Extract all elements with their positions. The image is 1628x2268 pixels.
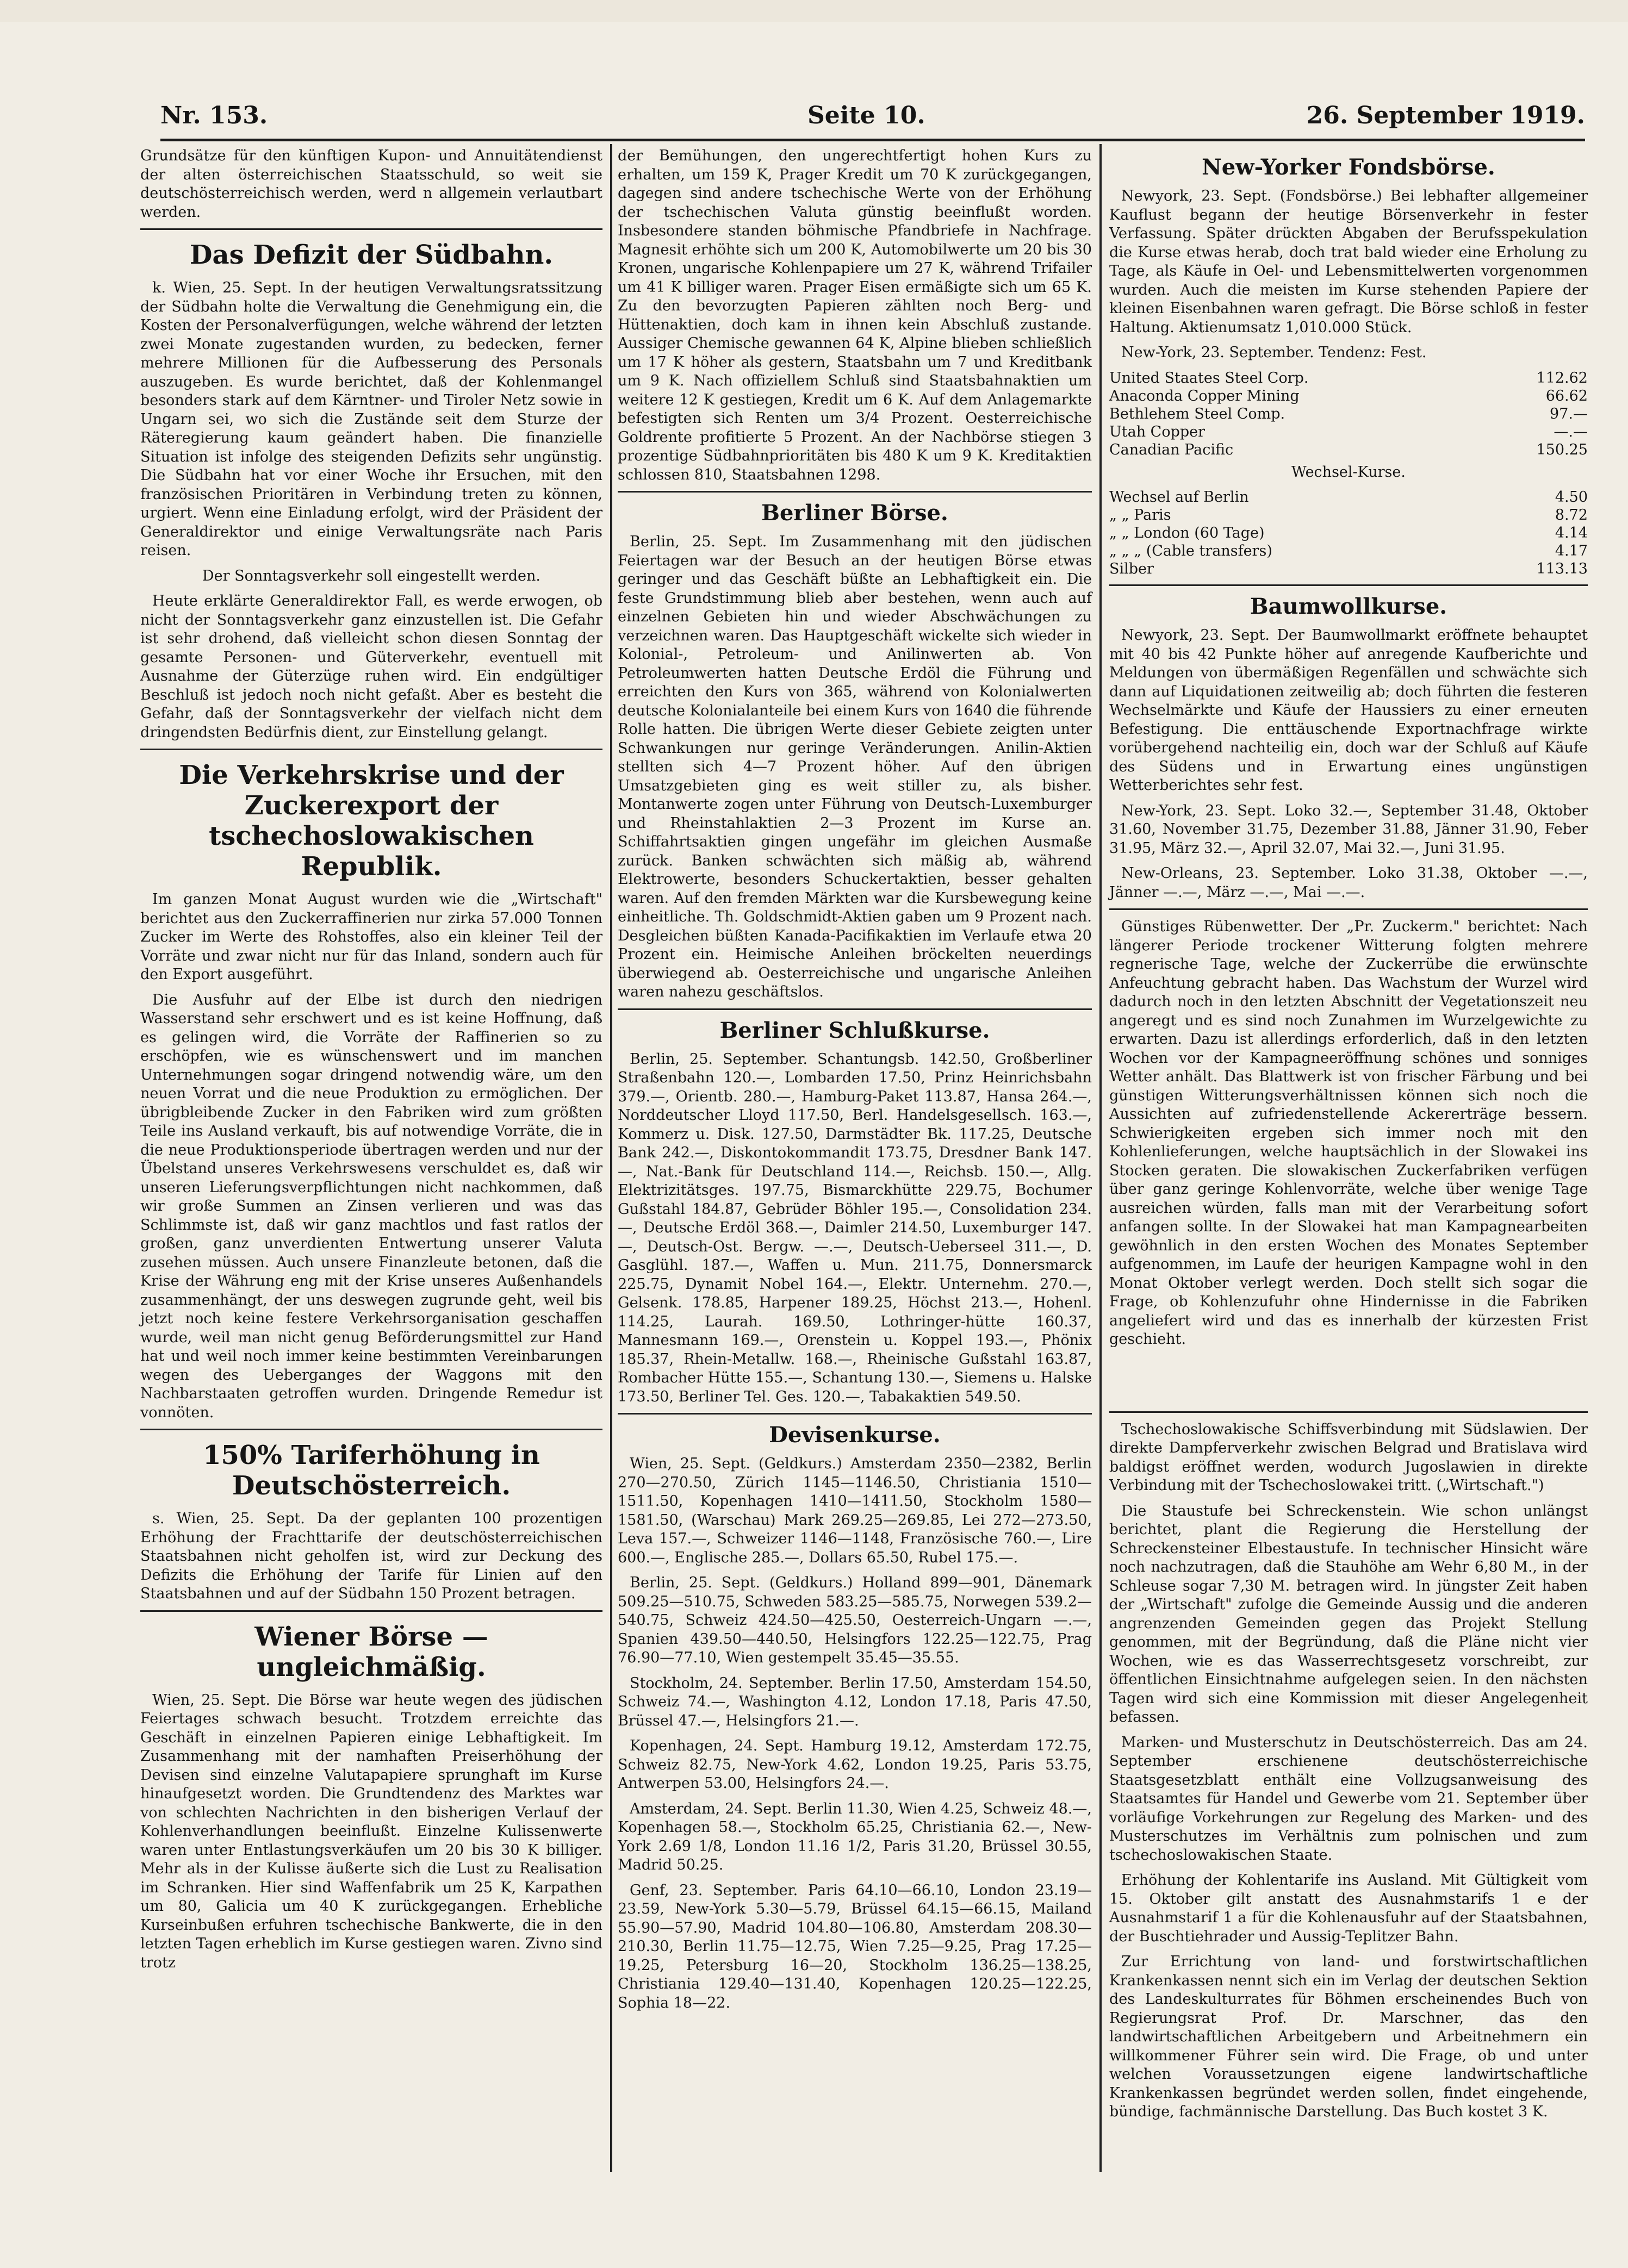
headline-schlusskurse: Berliner Schlußkurse. [719, 1017, 990, 1043]
stock-name: Bethlehem Steel Comp. [1109, 405, 1285, 422]
table-row [1109, 524, 1588, 542]
stock-value: 66.62 [1545, 387, 1588, 404]
article-continuation: der Bemühungen, den ungerechtfertigt hohen Kurs zu erhalten, um 159 K, Prager Kredit um 70 K zurückgegangen, dagegen sind andere tschechische Werte von der Erhöhung der tschechischen Valuta günstig beeinflußt worden. Insbesondere standen böhmische Pfandbriefe in Nachfrage. Magnesit erhöhte sich um 200 K, Automobilwerte um 20 bis 30 Kronen, ungarische Kohlenpapiere um 27 K, während Trifailer um 41 K billiger waren. Prager Eisen ermäßigte sich um 65 K. Zu den bevorzugten Papieren zählten noch Berg- und Hüttenaktien, doch kam in ihnen kein Abschluß zustande. Aussiger Chemische gewannen 64 K, Alpine blieben schließlich um 17 K höher als gestern, Staatsbahn um 7 und Kreditbank um 9 K. Nach offiziellem Schluß sind Staatsbahnaktien um weitere 12 K gestiegen, Kredit um 6 K. Auf dem Anlagemarkte befestigten sich Renten um 3/4 Prozent. Oesterreichische Goldrente profitierte 5 Prozent. An der Nachbörse stiegen 3 prozentige Südbahnprioritäten bis 480 K um 9 K. Kreditaktien schlossen 810, Staatsbahnen 1298. [618, 147, 1092, 483]
headline-ny-fondsboerse: New-Yorker Fondsbörse. [1202, 154, 1495, 180]
article-paragraph: s. Wien, 25. Sept. Da der geplanten 100 prozentigen Erhöhung der Frachttarife der deutschösterreichischen Staatsbahnen nicht geholfen ist, wird zur Deckung des Defizits die Erhöhung der Tarife für Linien auf den Staatsbahnen und auf der Südbahn 150 Prozent betragen. [140, 1510, 602, 1602]
stock-name: Anaconda Copper Mining [1109, 387, 1300, 404]
column-divider [1099, 144, 1102, 2172]
exchange-rate-table [1109, 488, 1588, 578]
page-top-margin [0, 0, 1628, 22]
headline-zuckerexport: Die Verkehrskrise und der Zuckerexport der tschechoslowakischen Republik. [179, 760, 564, 882]
column-divider [610, 144, 612, 2172]
article-divider [1109, 584, 1588, 586]
table-row [1109, 405, 1588, 423]
issue-date: 26. September 1919. [1306, 102, 1585, 129]
quote-list: Berlin, 25. September. Schantungsb. 142.50, Großberliner Straßenbahn 120.—, Lombarden 17.50, Prinz Heinrichsbahn 379.—, Orientb. 280.—, Hamburg-Paket 113.87, Hansa 264.—, Norddeutscher Lloyd 117.50, Berl. Handelsgesellsch. 163.—, Kommerz u. Disk. 127.50, Darmstädter Bk. 117.25, Deutsche Bank 242.—, Diskontokommandit 173.75, Dresdner Bank 147.—, Nat.-Bank für Deutschland 114.—, Reichsb. 150.—, Allg. Elektrizitätsges. 197.75, Bismarckhütte 229.75, Bochumer Gußstahl 184.87, Gebrüder Böhler 195.—, Consolidation 234.—, Deutsche Erdöl 368.—, Daimler 214.50, Luxemburger 147.—, Deutsch-Ost. Bergw. —.—, Deutsch-Ueberseel 311.—, D. Gasglühl. 187.—, Waffen u. Mun. 211.75, Donnersmarck 225.75, Dynamit Nobel 164.—, Elektr. Unternehm. 270.—, Gelsenk. 178.85, Harpener 189.25, Höchst 213.—, Hohenl. 114.25, Laurah. 169.50, Lothringer-hütte 160.37, Mannesmann 169.—, Orenstein u. Koppel 193.—, Phönix 185.37, Rhein-Metallw. 168.—, Rheinische Gußstahl 163.87, Rombacher Hütte 155.—, Schantung 130.—, Siemens u. Halske 173.50, Berliner Tel. Ges. 120.—, Tabakaktien 549.50. [618, 1050, 1092, 1405]
article-divider [618, 1413, 1092, 1415]
article-divider [140, 228, 602, 230]
rate-name: Wechsel auf Berlin [1109, 489, 1249, 506]
headline-baumwollkurse: Baumwollkurse. [1250, 594, 1447, 619]
table-row [1109, 542, 1588, 560]
spacer [1109, 1356, 1588, 1405]
headline-devisenkurse: Devisenkurse. [769, 1422, 941, 1448]
quote-list: Stockholm, 24. September. Berlin 17.50, Amsterdam 154.50, Schweiz 74.—, Washington 4.12, London 17.18, Paris 47.50, Brüssel 47.—, Helsingfors 21.—. [618, 1674, 1092, 1729]
stock-name: Canadian Pacific [1109, 441, 1234, 458]
quote-list: Genf, 23. September. Paris 64.10—66.10, London 23.19—23.59, New-York 5.30—5.79, Brüssel 64.15—66.15, Mailand 55.90—57.90, Madrid 104.80—106.80, Amsterdam 208.30—210.30, Berlin 11.75—12.75, Wien 7.25—9.25, Prag 17.25—19.25, Petersburg 16—20, Stockholm 136.25—138.25, Christiania 129.40—131.40, Kopenhagen 120.25—122.25, Sophia 18—22. [618, 1881, 1092, 2011]
news-item: Marken- und Musterschutz in Deutschösterreich. Das am 24. September erschienene deutschösterreichische Staatsgesetzblatt enthält eine Vollzugsanweisung des Staatsamtes für Handel und Gewerbe vom 21. September über vorläufige Vorkehrungen zur Regelung des Marken- und des Musterschutzes im Verhältnis zum polnischen und zum tschechoslowakischen Staate. [1109, 1734, 1588, 1864]
article-divider [1109, 1411, 1588, 1413]
stock-name: United Staates Steel Corp. [1109, 369, 1309, 387]
headline-wiener-boerse: Wiener Börse — ungleichmäßig. [254, 1621, 488, 1683]
article-divider [618, 1008, 1092, 1010]
stock-name: Utah Copper [1109, 423, 1206, 440]
subheadline-wechsel: Wechsel-Kurse. [1291, 463, 1406, 481]
article-paragraph: k. Wien, 25. Sept. In der heutigen Verwaltungsratssitzung der Südbahn holte die Verwaltung die Genehmigung ein, die Kosten der Personalverfügungen, welche während der letzten zwei Monate zugestanden wurden, zu bedecken, ferner mehrere Millionen für die Aufbesserung des Personals auszugeben. Es wurde berichtet, daß der Kohlenmangel besonders stark auf dem Kärntner- und Tiroler Netz sowie in Ungarn sei, wo sich die Zustände seit dem Sturze der Räteregierung kaum geändert haben. Die finanzielle Situation ist infolge des steigenden Defizits sehr ungünstig. Die Südbahn hat vor einer Woche ihr Ersuchen, mit den französischen Prioritären in Verbindung treten zu können, urgiert. Wenn eine Einladung erfolgt, wird der Präsident der Generaldirektor und einige Verwaltungsräte nach Paris reisen. [140, 279, 602, 559]
article-divider [140, 1610, 602, 1612]
article-paragraph: Die Ausfuhr auf der Elbe ist durch den niedrigen Wasserstand sehr erschwert und es ist keine Hoffnung, daß es gelingen wird, die Vorräte der Raffinerien so zu erschöpfen, wie es wünschenswert und im manchen Unternehmungen sogar dringend notwendig wäre, um den neuen Vorrat und die neue Produktion zu ermöglichen. Der übrigbleibende Zucker in den Fabriken wird zum größten Teile ins Ausland verkauft, bis auf notwendige Vorräte, die in die neue Produktionsperiode übertragen werden und nur der Übelstand unseres Verkehrswesens verschuldet es, daß wir unseren Lieferungsverpflichtungen nicht nachkommen, daß wir große Summen an Zinsen verlieren und was das Schlimmste ist, daß wir ganz machtlos und fast ratlos der großen, ganz unverdienten Entwertung unserer Valuta zusehen müssen. Auch unsere Finanzleute betonen, daß die Krise der Währung eng mit der Krise unseres Außenhandels zusammenhängt, der uns deswegen zugrunde geht, weil bis jetzt noch keine festere Verkehrsorganisation geschaffen wurde, weil man nicht genug Beförderungsmittel zur Hand hat und weil noch immer keine bestimmten Vereinbarungen wegen des Ueberganges der Waggons mit den Nachbarstaaten getroffen wurden. Dringende Remedur ist vonnöten. [140, 991, 602, 1421]
stock-value: —.— [1554, 423, 1588, 440]
news-item: Tschechoslowakische Schiffsverbindung mit Südslawien. Der direkte Dampferverkehr zwischen Belgrad und Bratislava wird baldigst eröffnet werden, wodurch Jugoslawien in direkte Verbindung mit der Tschechoslowakei tritt. („Wirtschaft.") [1109, 1420, 1588, 1494]
stock-value: 97.— [1550, 405, 1588, 422]
page-number: Seite 10. [807, 102, 925, 129]
article-paragraph: Newyork, 23. Sept. Der Baumwollmarkt eröffnete behauptet mit 40 bis 42 Punkte höher auf anregende Kaufberichte und Meldungen von übermäßigen Regenfällen und schwächte sich dann auf Liquidationen zeitweilig ab; doch führten die festeren Wechselmärkte und Käufe der Haussiers zu einer erneuten Befestigung. Die enttäuschende Exportnachfrage wirkte vorübergehend nachteilig ein, doch war der Schluß auf Käufe des Südens und in Erwartung eines ungünstigen Wetterberichtes sehr fest. [1109, 627, 1588, 794]
article-paragraph: Heute erklärte Generaldirektor Fall, es werde erwogen, ob nicht der Sonntagsverkehr ganz einzustellen ist. Die Gefahr ist sehr drohend, daß vielleicht schon diesen Sonntag der gesamte Personen- und Güterverkehr, eventuell mit Ausnahme der Güterzüge ruhen wird. Ein endgültiger Beschluß ist jedoch noch nicht gefaßt. Aber es besteht die Gefahr, daß der Sonntagsverkehr der vielfach nicht dem dringendsten Bedürfnis dient, zur Einstellung gelangt. [140, 593, 602, 741]
article-divider [140, 749, 602, 750]
column-middle [618, 147, 1092, 2019]
issue-number: Nr. 153. [160, 102, 268, 129]
table-row [1109, 369, 1588, 387]
subheadline: Der Sonntagsverkehr soll eingestellt werden. [202, 567, 540, 584]
rate-name: „ „ London (60 Tage) [1109, 525, 1265, 541]
article-paragraph: Im ganzen Monat August wurden wie die „Wirtschaft" berichtet aus den Zuckerraffinerien nur zirka 57.000 Tonnen Zucker im Werte des Rohstoffes, also ein kleiner Teil der Vorräte und zwar nicht nur für das Inland, sondern auch für den Export ausgeführt. [140, 891, 602, 983]
article-divider [618, 491, 1092, 493]
quote-list: New-Orleans, 23. September. Loko 31.38, Oktober —.—, Jänner —.—, März —.—, Mai —.—. [1109, 865, 1588, 901]
table-row [1109, 560, 1588, 578]
news-item: Erhöhung der Kohlentarife ins Ausland. Mit Gültigkeit vom 15. Oktober gilt anstatt des Ausnahmstarifs 1 e der Ausnahmstarif 1 a für die Kohlenausfuhr auf der Staatsbahnen, der Buschtiehrader und Aussig-Teplitzer Bahn. [1109, 1872, 1588, 1945]
quote-list: Wien, 25. Sept. (Geldkurs.) Amsterdam 2350—2382, Berlin 270—270.50, Zürich 1145—1146.50, Christiania 1510—1511.50, Kopenhagen 1410—1411.50, Stockholm 1580—1581.50, (Warschau) Mark 269.25—269.85, Lei 272—273.50, Leva 157.—, Schweizer 1146—1148, Französische 760.—, Lire 600.—, Englische 285.—, Dollars 65.50, Rubel 175.—. [618, 1455, 1092, 1566]
article-paragraph: Berlin, 25. Sept. Im Zusammenhang mit den jüdischen Feiertagen war der Besuch an der heutigen Börse etwas geringer und das Geschäft büßte an Lebhaftigkeit ein. Die feste Grundstimmung blieb aber bestehen, wenn auch auf einzelnen Gebieten hin und wieder Abschwächungen zu verzeichnen waren. Das Hauptgeschäft wickelte sich wieder in Kolonial-, Petroleum- und Anilinwerten ab. Von Petroleumwerten hatten Deutsche Erdöl die Führung und erreichten den Kurs von 365, während von Kolonialwerten deutsche Kolonialanteile bei einem Kurs von 1640 die führende Rolle hatten. Die übrigen Werte dieser Gebiete zeigten unter Schwankungen nur geringe Veränderungen. Anilin-Aktien stellten sich 4—7 Prozent höher. Auf den übrigen Umsatzgebieten ging es weit stiller zu, als bisher. Montanwerte zogen unter Führung von Deutsch-Luxemburger und Rheinstahlaktien 2—3 Prozent im Kurse an. Schiffahrtsaktien gingen ungefähr im gleichen Ausmaße zurück. Banken schwächten sich mäßig ab, während Elektrowerte, besonders Schuckertaktien, besser gehalten waren. Auf den fremden Märkten war die Kursbewegung keine einheitliche. Th. Goldschmidt-Aktien gaben um 9 Prozent nach. Desgleichen büßten Kanada-Pacifikaktien im Verlaufe etwa 20 Prozent ein. Heimische Anleihen bröckelten neuerdings überwiegend ab. Oesterreichische und ungarische Anleihen waren nahezu geschäftslos. [618, 533, 1092, 1000]
headline-berliner-boerse: Berliner Börse. [761, 500, 948, 526]
table-row [1109, 488, 1588, 506]
tendency-line: New-York, 23. September. Tendenz: Fest. [1121, 344, 1427, 361]
rate-value: 8.72 [1555, 507, 1588, 524]
rate-value: 4.14 [1555, 525, 1588, 541]
headline-tariferhoehung: 150% Tariferhöhung in Deutschösterreich. [203, 1440, 540, 1501]
article-continuation: Grundsätze für den künftigen Kupon- und Annuitätendienst der alten österreichischen Staatsschuld, so weit sie deutschösterreichisch werden, werd n allgemein verlautbart werden. [140, 147, 602, 221]
table-row [1109, 506, 1588, 524]
quote-list: Amsterdam, 24. Sept. Berlin 11.30, Wien 4.25, Schweiz 48.—, Kopenhagen 58.—, Stockholm 65.25, Christiania 62.—, New-York 2.69 1/8, London 11.16 1/2, Paris 31.20, Brüssel 30.55, Madrid 50.25. [618, 1800, 1092, 1873]
column-right [1109, 147, 1588, 2128]
table-row [1109, 423, 1588, 441]
news-item: Günstiges Rübenwetter. Der „Pr. Zuckerm." berichtet: Nach längerer Periode trockener Witterung folgten mehrere regnerische Tage, welche der Zuckerrübe die erwünschte Anfeuchtung gebracht haben. Das Wachstum der Wurzel wird dadurch noch in den letzten Abschnitt der Vegetationszeit neu angeregt und es sind noch Zunahmen im Wurzelgewichte zu erwarten. Dazu ist allerdings erforderlich, daß in den letzten Wochen vor der Kampagneeröffnung schönes und sonniges Wetter anhält. Das Blattwerk ist von frischer Färbung und bei günstigen Witterungsverhältnissen können sich noch die Aussichten auf zufriedenstellende Ackererträge bessern. Schwierigkeiten ergeben sich immer noch mit den Kohlenlieferungen, welche hauptsächlich in der Slowakei ins Stocken geraten. Die slowakischen Zuckerfabriken verfügen über ganz geringe Kohlenvorräte, welche über wenige Tage ausreichen würden, falls man mit der Verarbeitung sofort anfangen sollte. In der Slowakei hat man Kampagnearbeiten gewöhnlich in den ersten Wochen des Monates September aufgenommen, im Laufe der heurigen Kampagne wohl in den Monat Oktober verlegt werden. Doch stellt sich sogar die Frage, ob Kohlenzufuhr ohne Hindernisse in die Fabriken angeliefert wird und das es innerhalb der kürzesten Frist geschieht. [1109, 918, 1588, 1348]
article-paragraph: Wien, 25. Sept. Die Börse war heute wegen des jüdischen Feiertages schwach besucht. Trotzdem erreichte das Geschäft in einzelnen Papieren einige Lebhaftigkeit. Im Zusammenhang mit der namhaften Preiserhöhung der Devisen sind einzelne Valutapapiere sprunghaft im Kurse hinaufgesetzt worden. Die Grundtendenz des Marktes war von schlechten Nachrichten in den bisherigen Verlauf der Kohlenverhandlungen beeinflußt. Einzelne Kulissenwerte waren unter Entlastungsverkäufen um 20 bis 30 K billiger. Mehr als in der Kulisse äußerte sich die Lust zu Realisation im Schranken. Hier sind Waffenfabrik um 25 K, Karpathen um 80, Galicia um 40 K zurückgegangen. Erhebliche Kurseinbußen erfuhren tschechische Bankwerte, die in den letzten Tagen erheblich im Kurse gestiegen waren. Zivno sind trotz [140, 1691, 602, 1971]
quote-list: New-York, 23. Sept. Loko 32.—, September 31.48, Oktober 31.60, November 31.75, Dezember 31.88, Jänner 31.90, Feber 31.95, März 32.—, April 32.07, Mai 32.—, Juni 31.95. [1109, 802, 1588, 857]
quote-list: Kopenhagen, 24. Sept. Hamburg 19.12, Amsterdam 172.75, Schweiz 82.75, New-York 4.62, London 19.25, Paris 53.75, Antwerpen 53.00, Helsingfors 24.—. [618, 1737, 1092, 1792]
rate-name: „ „ „ (Cable transfers) [1109, 543, 1272, 559]
rate-value: 4.50 [1555, 489, 1588, 506]
article-paragraph: Newyork, 23. Sept. (Fondsbörse.) Bei lebhafter allgemeiner Kauflust begann der heutige Börsenverkehr in fester Verfassung. Später drückten Abgaben der Berufsspekulation die Kurse etwas herab, doch trat bald wieder eine Erholung zu Tage, als Käufe in Oel- und Lebensmittelwerten vorgenommen wurden. Auch die meisten im Kurse stehenden Papiere der kleinen Eisenbahnen waren gefragt. Die Börse schloß in fester Haltung. Aktienumsatz 1,010.000 Stück. [1109, 188, 1588, 336]
news-item: Die Staustufe bei Schreckenstein. Wie schon unlängst berichtet, plant die Regierung die Herstellung der Schreckensteiner Elbestaustufe. In technischer Hinsicht wäre noch nachzutragen, daß die Stauhöhe am Wehr 6,80 M., in der Schleuse sogar 7,30 M. betragen wird. In jüngster Zeit haben der „Wirtschaft" zufolge die Gemeinde Aussig und die anderen angrenzenden Gemeinden gegen das Projekt Stellung genommen, mit der Begründung, daß die Pläne nicht vier Wochen, wie es das Wasserrechtsgesetz vorschreibt, zur öffentlichen Einsichtnahme aufgelegen seien. In den nächsten Tagen wird sich eine Kommission mit dieser Angelegenheit befassen. [1109, 1502, 1588, 1725]
rate-name: Silber [1109, 560, 1154, 577]
quote-list: Berlin, 25. Sept. (Geldkurs.) Holland 899—901, Dänemark 509.25—510.75, Schweden 583.25—585.75, Norwegen 539.2—540.75, Schweiz 424.50—425.50, Oesterreich-Ungarn —.—, Spanien 439.50—440.50, Helsingfors 122.25—122.75, Prag 76.90—77.10, Wien gestempelt 35.45—35.55. [618, 1574, 1092, 1666]
stock-value: 150.25 [1536, 441, 1588, 458]
news-item: Zur Errichtung von land- und forstwirtschaftlichen Krankenkassen nennt sich ein im Verlag der deutschen Sektion des Landeskulturrates für Böhmen erscheinendes Buch von Regierungsrat Prof. Dr. Marschner, das den landwirtschaftlichen Arbeitgebern und Arbeitnehmern ein willkommener Führer sein wird. Die Frage, ob und unter welchen Voraussetzungen eigene landwirtschaftliche Krankenkassen begründet werden sollen, findet eingehende, bündige, fachmännische Darstellung. Das Buch kostet 3 K. [1109, 1953, 1588, 2120]
headline-suedbahn: Das Defizit der Südbahn. [189, 240, 554, 270]
stock-value: 112.62 [1536, 369, 1588, 387]
article-divider [1109, 908, 1588, 910]
rate-value: 113.13 [1536, 560, 1588, 577]
table-row [1109, 387, 1588, 405]
rate-value: 4.17 [1555, 543, 1588, 559]
rate-name: „ „ Paris [1109, 507, 1171, 524]
stock-quote-table [1109, 369, 1588, 459]
column-left [140, 147, 602, 1979]
article-divider [140, 1429, 602, 1430]
table-row [1109, 441, 1588, 459]
page-header [160, 95, 1585, 141]
